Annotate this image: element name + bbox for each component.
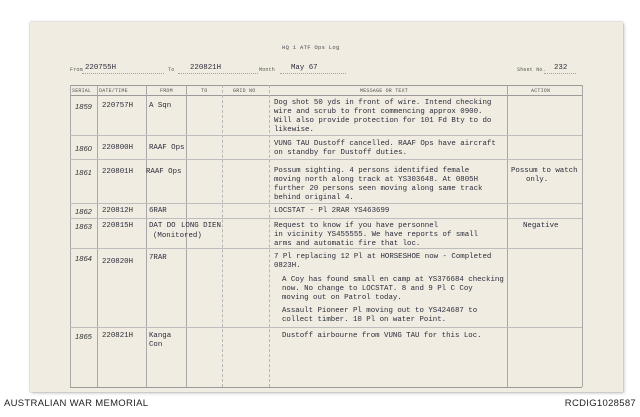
row-rule bbox=[70, 203, 582, 204]
col-header-serial: SERIAL bbox=[72, 88, 92, 94]
entry-from-note: Con bbox=[149, 341, 163, 349]
col-divider-message bbox=[269, 85, 270, 387]
entry-to: LONG DIEN bbox=[181, 222, 221, 230]
entry-dtg: 220801H bbox=[102, 168, 134, 176]
footer-record-id: RCDIG1028587 bbox=[564, 398, 636, 409]
col-header-action: ACTION bbox=[531, 88, 551, 94]
col-header-message: MESSAGE OR TEXT bbox=[360, 88, 409, 94]
entry-text-line: Assault Pioneer Pl moving out to YS424687 to bbox=[282, 307, 478, 315]
row-rule bbox=[70, 159, 582, 160]
entry-serial: 1865 bbox=[75, 332, 92, 341]
entry-text-line: wire and scrub to front commencing approx 0900. bbox=[274, 108, 483, 116]
entry-from: 7RAR bbox=[149, 254, 167, 262]
entry-serial: 1862 bbox=[75, 207, 92, 216]
entry-dtg: 220757H bbox=[102, 102, 134, 110]
entry-dtg: 220820H bbox=[102, 258, 134, 266]
entry-from: 6RAR bbox=[149, 207, 167, 215]
from-underline bbox=[82, 73, 164, 74]
month-value: May 67 bbox=[291, 64, 318, 72]
entry-from-note: (Monitored) bbox=[153, 232, 202, 240]
entry-action: only. bbox=[526, 176, 549, 184]
entry-text-line: Possum sighting. 4 persons identified female bbox=[274, 167, 470, 175]
entry-serial: 1864 bbox=[75, 254, 92, 263]
from-label: From bbox=[70, 67, 83, 73]
col-divider-dtg bbox=[97, 85, 98, 387]
entry-text-line: Dog shot 50 yds in front of wire. Intend checking bbox=[274, 99, 492, 107]
footer-institution: AUSTRALIAN WAR MEMORIAL bbox=[4, 398, 149, 409]
log-heading: HQ 1 ATF Ops Log bbox=[282, 44, 340, 51]
table-bottom-rule bbox=[70, 387, 582, 388]
entry-text-line: Dustoff airbourne from VUNG TAU for this Loc. bbox=[282, 332, 482, 340]
col-header-from: FROM bbox=[160, 88, 173, 94]
entry-text-line: now. No change to LOCSTAT. 8 and 9 Pl C Coy bbox=[282, 285, 473, 293]
entry-dtg: 220812H bbox=[102, 207, 134, 215]
to-value: 220821H bbox=[190, 64, 222, 72]
entry-text-line: further 20 persons seen moving along same track bbox=[274, 185, 483, 193]
entry-dtg: 220815H bbox=[102, 222, 134, 230]
to-label: To bbox=[168, 67, 175, 73]
entry-serial: 1863 bbox=[75, 222, 92, 231]
entry-from: Kanga bbox=[149, 332, 172, 340]
col-header-grid-no: GRID NO bbox=[233, 88, 256, 94]
entry-text-line: moving north along track at YS303648. At 0805H bbox=[274, 176, 479, 184]
col-divider-action bbox=[507, 85, 508, 387]
entry-text-line: arms and automatic fire that loc. bbox=[274, 240, 421, 248]
sheet-underline bbox=[544, 73, 576, 74]
log-sheet bbox=[30, 22, 623, 392]
entry-text-line: moving out on Patrol today. bbox=[282, 294, 402, 302]
to-underline bbox=[178, 73, 258, 74]
entry-text-line: collect timber. 10 Pl on water Point. bbox=[282, 316, 447, 324]
entry-text-line: on standby for Dustoff duties. bbox=[274, 149, 408, 157]
entry-text-line: VUNG TAU Dustoff cancelled. RAAF Ops have aircraft bbox=[274, 140, 496, 148]
row-rule bbox=[70, 327, 582, 328]
entry-from: RAAF Ops bbox=[149, 144, 185, 152]
entry-text-line: 0823H. bbox=[274, 262, 301, 270]
entry-dtg: 220821H bbox=[102, 332, 134, 340]
row-rule bbox=[70, 135, 582, 136]
from-value: 220755H bbox=[85, 64, 117, 72]
entry-serial: 1859 bbox=[75, 102, 92, 111]
entry-text-line: A Coy has found small en camp at YS376684 checking bbox=[282, 276, 504, 284]
entry-from: DAT DO bbox=[149, 222, 176, 230]
sheet-value: 232 bbox=[554, 64, 568, 72]
entry-serial: 1860 bbox=[75, 144, 92, 153]
entry-serial: 1861 bbox=[75, 168, 92, 177]
entry-text-line: LOCSTAT - Pl 2RAR YS463699 bbox=[274, 207, 390, 215]
entry-action: Possum to watch bbox=[511, 167, 578, 175]
entry-text-line: in vicinity YS455555. We have reports of small bbox=[274, 231, 479, 239]
month-underline bbox=[280, 73, 346, 74]
entry-text-line: Request to know if you have personnel bbox=[274, 222, 439, 230]
entry-action: Negative bbox=[523, 222, 559, 230]
entry-text-line: 7 Pl replacing 12 Pl at HORSESHOE now - Completed bbox=[274, 253, 492, 261]
col-divider-grid bbox=[222, 85, 223, 387]
month-label: Month bbox=[259, 67, 276, 73]
col-header-to: TO bbox=[201, 88, 208, 94]
col-divider-from bbox=[146, 85, 147, 387]
col-header-date-time: DATE/TIME bbox=[99, 88, 128, 94]
col-divider-serial bbox=[70, 85, 71, 387]
entry-from: A Sqn bbox=[149, 102, 172, 110]
entry-text-line: behind original 4. bbox=[274, 194, 354, 202]
entry-text-line: Will also provide protection for 101 Fd Bty to do bbox=[274, 117, 492, 125]
col-divider-right bbox=[582, 85, 583, 387]
entry-text-line: likewise. bbox=[274, 126, 314, 134]
entry-from: RAAF Ops bbox=[146, 168, 182, 176]
row-rule bbox=[70, 218, 582, 219]
entry-dtg: 220800H bbox=[102, 144, 134, 152]
sheet-label: Sheet No. bbox=[517, 67, 546, 73]
